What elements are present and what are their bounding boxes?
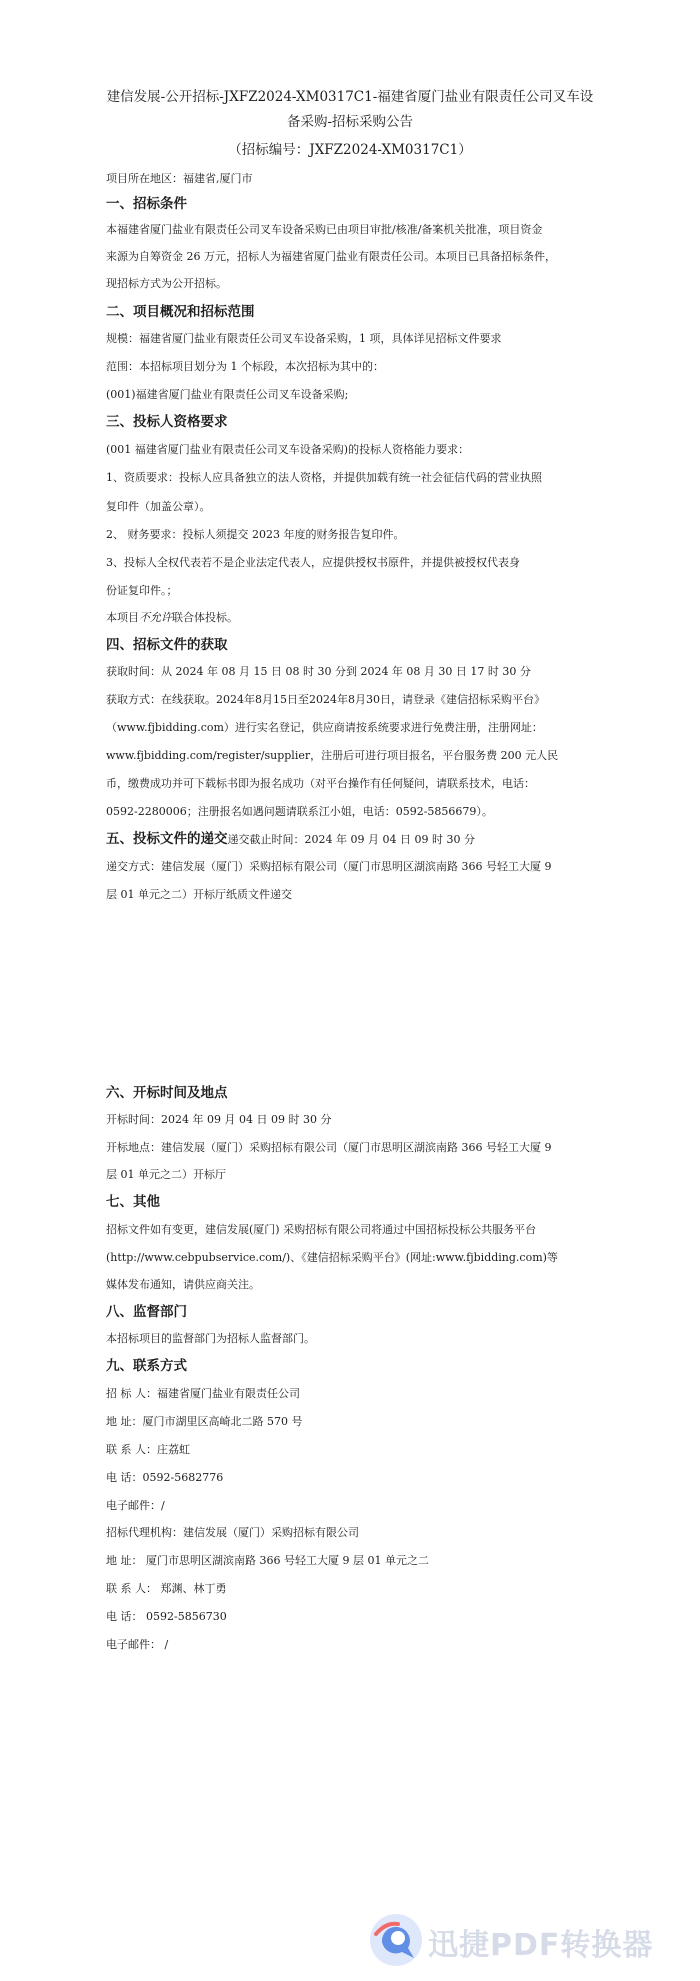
section-5-heading: 五、投标文件的递交 xyxy=(106,831,228,847)
contact-line: 电子邮件：/ xyxy=(106,1499,165,1512)
section-1-line: 本福建省厦门盐业有限责任公司叉车设备采购已由项目审批/核准/备案机关批准，项目资金 xyxy=(106,223,543,236)
consortium-suffix: 联合体投标。 xyxy=(172,611,238,624)
section-5-line: 层 01 单元之二）开标厅纸质文件递交 xyxy=(106,888,292,901)
document-title-line-3: （招标编号：JXFZ2024-XM0317C1） xyxy=(228,142,472,158)
section-9-heading: 九、联系方式 xyxy=(106,1358,187,1374)
section-6-line: 开标地点：建信发展（厦门）采购招标有限公司（厦门市思明区湖滨南路 366 号轻工大厦 9 xyxy=(106,1141,552,1154)
section-3-line: (001 福建省厦门盐业有限责任公司叉车设备采购)的投标人资格能力要求： xyxy=(106,443,470,456)
section-6-line: 开标时间：2024 年 09 月 04 日 09 时 30 分 xyxy=(106,1113,332,1126)
section-1-heading: 一、招标条件 xyxy=(106,196,187,212)
section-4-heading: 四、招标文件的获取 xyxy=(106,637,228,653)
section-1-line: 现招标方式为公开招标。 xyxy=(106,277,227,290)
contact-line: 招标代理机构：建信发展（厦门）采购招标有限公司 xyxy=(106,1526,359,1539)
submission-deadline: 递交截止时间：2024 年 09 月 04 日 09 时 30 分 xyxy=(227,833,475,846)
section-2-line: (001)福建省厦门盐业有限责任公司叉车设备采购; xyxy=(106,388,349,401)
section-7-line: (http://www.cebpubservice.com/)、《建信招标采购平台》(网址:www.fjbidding.com)等 xyxy=(106,1251,558,1264)
section-7-line: 媒体发布通知，请供应商关注。 xyxy=(106,1278,260,1291)
document-title-line-2: 备采购-招标采购公告 xyxy=(286,114,414,130)
swift-pdf-logo-icon xyxy=(368,1912,424,1968)
section-8-heading: 八、监督部门 xyxy=(106,1304,187,1320)
section-2-line: 规模：福建省厦门盐业有限责任公司叉车设备采购，1 项，具体详见招标文件要求 xyxy=(106,332,502,345)
section-3-line: 2、 财务要求：投标人须提交 2023 年度的财务报告复印件。 xyxy=(106,528,405,541)
section-6-heading: 六、开标时间及地点 xyxy=(106,1085,228,1101)
document-title-line-1: 建信发展-公开招标-JXFZ2024-XM0317C1-福建省厦门盐业有限责任公司叉车设 xyxy=(106,89,594,105)
project-region: 项目所在地区：福建省,厦门市 xyxy=(106,172,253,185)
section-3-line: 1、资质要求：投标人应具备独立的法人资格，并提供加载有统一社会征信代码的营业执照 xyxy=(106,471,542,484)
contact-line: 电 话：0592-5682776 xyxy=(106,1471,224,1484)
section-8-line: 本招标项目的监督部门为招标人监督部门。 xyxy=(106,1332,315,1345)
section-1-line: 来源为自筹资金 26 万元，招标人为福建省厦门盐业有限责任公司。本项目已具备招标条件， xyxy=(106,250,556,263)
watermark-text: 迅捷PDF转换器 xyxy=(428,1928,654,1963)
section-7-line: 招标文件如有变更，建信发展(厦门) 采购招标有限公司将通过中国招标投标公共服务平台 xyxy=(106,1223,537,1236)
contact-line: 地 址： 厦门市思明区湖滨南路 366 号轻工大厦 9 层 01 单元之二 xyxy=(106,1554,429,1567)
section-4-line: 币，缴费成功并可下载标书即为报名成功（对平台操作有任何疑问，请联系技术，电话： xyxy=(106,777,535,790)
section-2-heading: 二、项目概况和招标范围 xyxy=(106,304,255,320)
contact-line: 联 系 人： 郑渊、林丁勇 xyxy=(106,1582,227,1595)
contact-line: 招 标 人：福建省厦门盐业有限责任公司 xyxy=(106,1387,300,1400)
section-5-line: 递交方式：建信发展（厦门）采购招标有限公司（厦门市思明区湖滨南路 366 号轻工大厦 9 xyxy=(106,860,552,873)
section-5-heading-row xyxy=(106,830,475,849)
section-4-line: （www.fjbidding.com）进行实名登记，供应商请按系统要求进行免费注册，注册网址： xyxy=(106,721,543,734)
watermark xyxy=(368,1912,700,1972)
section-4-line: www.fjbidding.com/register/supplier，注册后可进行项目报名，平台服务费 200 元人民 xyxy=(106,749,559,762)
consortium-prefix: 本项目 xyxy=(106,611,139,624)
section-2-line: 范围：本招标项目划分为 1 个标段，本次招标为其中的： xyxy=(106,360,384,373)
contact-line: 地 址：厦门市湖里区高崎北二路 570 号 xyxy=(106,1415,303,1428)
consortium-note xyxy=(106,610,238,626)
section-4-line: 获取方式：在线获取。2024年8月15日至2024年8月30日，请登录《建信招标采购平台》 xyxy=(106,693,545,706)
section-3-line: 复印件（加盖公章）。 xyxy=(106,500,211,513)
contact-line: 电子邮件： / xyxy=(106,1638,169,1651)
section-3-heading: 三、投标人资格要求 xyxy=(106,414,228,430)
contact-line: 联 系 人：庄荔虹 xyxy=(106,1443,190,1456)
section-3-line: 3、投标人全权代表若不是企业法定代表人，应提供授权书原件，并提供被授权代表身 xyxy=(106,556,520,569)
section-6-line: 层 01 单元之二）开标厅 xyxy=(106,1168,226,1181)
section-4-line: 获取时间：从 2024 年 08 月 15 日 08 时 30 分到 2024 年 08 月 30 日 17 时 30 分 xyxy=(106,665,531,678)
section-7-heading: 七、其他 xyxy=(106,1194,160,1210)
consortium-italic: 不允许 xyxy=(139,611,172,624)
contact-line: 电 话： 0592-5856730 xyxy=(106,1610,227,1623)
section-3-line: 份证复印件。； xyxy=(106,584,178,597)
section-4-line: 0592-2280006；注册报名如遇问题请联系江小姐，电话：0592-5856679）。 xyxy=(106,805,493,818)
